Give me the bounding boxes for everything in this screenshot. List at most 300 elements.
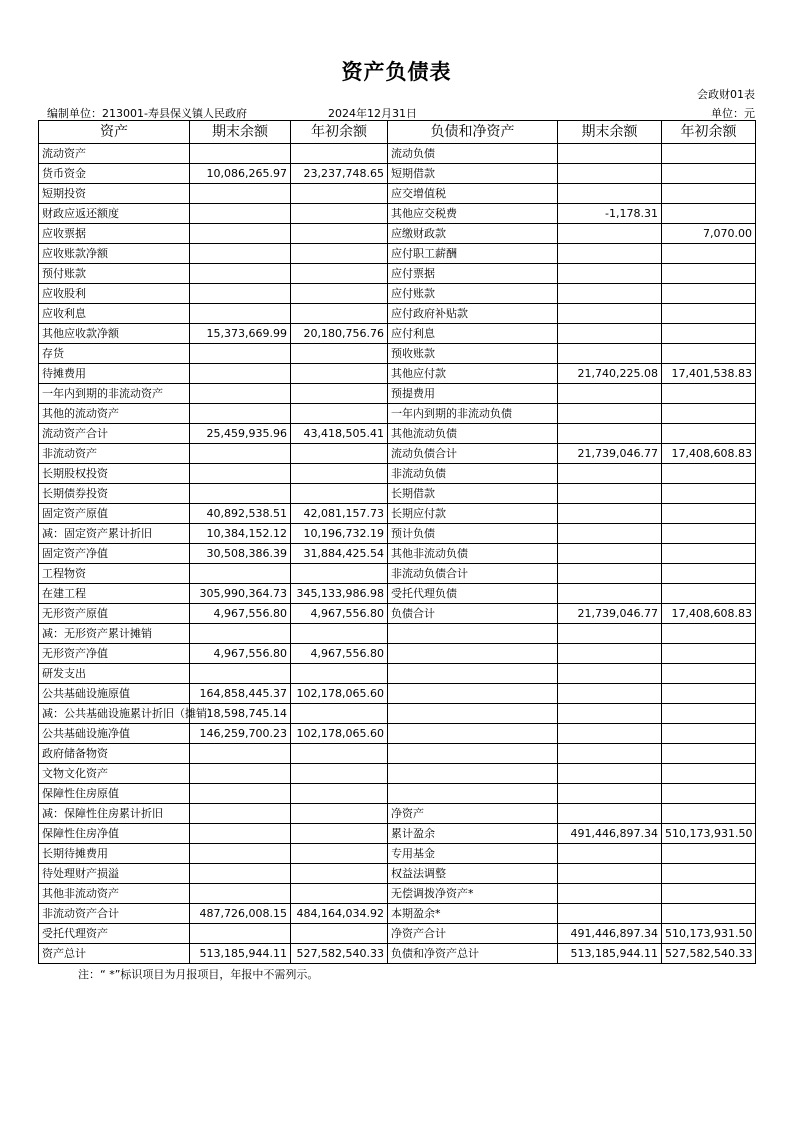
asset-ending-balance: 40,892,538.51: [190, 504, 291, 524]
table-row: [39, 604, 756, 624]
liability-beginning-balance: [662, 764, 756, 784]
table-row: [39, 924, 756, 944]
asset-beginning-balance: 23,237,748.65: [291, 164, 388, 184]
liability-ending-balance: 513,185,944.11: [558, 944, 662, 964]
liability-ending-balance: [558, 524, 662, 544]
asset-beginning-balance: 102,178,065.60: [291, 724, 388, 744]
header-assets-beginning: 年初余额: [291, 121, 388, 144]
liability-ending-balance: [558, 164, 662, 184]
liability-ending-balance: [558, 784, 662, 804]
asset-beginning-balance: [291, 864, 388, 884]
asset-ending-balance: [190, 924, 291, 944]
liability-ending-balance: [558, 664, 662, 684]
liability-label: [388, 724, 558, 744]
asset-ending-balance: [190, 444, 291, 464]
asset-beginning-balance: 345,133,986.98: [291, 584, 388, 604]
liability-beginning-balance: [662, 684, 756, 704]
asset-label: 政府储备物资: [39, 744, 190, 764]
asset-ending-balance: [190, 824, 291, 844]
liability-ending-balance: [558, 564, 662, 584]
asset-ending-balance: [190, 184, 291, 204]
liability-beginning-balance: [662, 564, 756, 584]
liability-ending-balance: [558, 724, 662, 744]
liability-beginning-balance: [662, 584, 756, 604]
asset-beginning-balance: [291, 444, 388, 464]
liability-ending-balance: [558, 504, 662, 524]
footnote: 注：“ *”标识项目为月报项目，年报中不需列示。: [78, 968, 319, 981]
asset-beginning-balance: [291, 784, 388, 804]
liability-label: [388, 704, 558, 724]
asset-label: 其他应收款净额: [39, 324, 190, 344]
liability-label: [388, 744, 558, 764]
liability-label: 应付账款: [388, 284, 558, 304]
liability-label: 长期借款: [388, 484, 558, 504]
table-row: [39, 244, 756, 264]
table-row: [39, 224, 756, 244]
liability-beginning-balance: 510,173,931.50: [662, 824, 756, 844]
liability-ending-balance: [558, 484, 662, 504]
table-row: [39, 904, 756, 924]
asset-ending-balance: 15,373,669.99: [190, 324, 291, 344]
asset-ending-balance: 30,508,386.39: [190, 544, 291, 564]
liability-ending-balance: [558, 304, 662, 324]
liability-beginning-balance: 527,582,540.33: [662, 944, 756, 964]
liability-beginning-balance: [662, 144, 756, 164]
table-row: [39, 424, 756, 444]
asset-label: 固定资产净值: [39, 544, 190, 564]
liability-label: [388, 684, 558, 704]
liability-beginning-balance: [662, 484, 756, 504]
liability-ending-balance: [558, 184, 662, 204]
asset-label: 受托代理资产: [39, 924, 190, 944]
asset-ending-balance: 10,086,265.97: [190, 164, 291, 184]
asset-ending-balance: [190, 224, 291, 244]
table-row: [39, 884, 756, 904]
table-row: [39, 364, 756, 384]
asset-beginning-balance: 527,582,540.33: [291, 944, 388, 964]
liability-label: 预提费用: [388, 384, 558, 404]
asset-beginning-balance: [291, 704, 388, 724]
asset-beginning-balance: 4,967,556.80: [291, 604, 388, 624]
asset-beginning-balance: [291, 224, 388, 244]
liability-ending-balance: [558, 904, 662, 924]
asset-beginning-balance: 43,418,505.41: [291, 424, 388, 444]
liability-ending-balance: [558, 544, 662, 564]
liability-label: 一年内到期的非流动负债: [388, 404, 558, 424]
liability-ending-balance: [558, 384, 662, 404]
asset-ending-balance: [190, 864, 291, 884]
liability-label: 净资产: [388, 804, 558, 824]
liability-beginning-balance: [662, 164, 756, 184]
table-row: [39, 584, 756, 604]
liability-beginning-balance: 7,070.00: [662, 224, 756, 244]
asset-label: 货币资金: [39, 164, 190, 184]
liability-label: 预计负债: [388, 524, 558, 544]
table-row: [39, 264, 756, 284]
header-assets: 资产: [39, 121, 190, 144]
asset-label: 流动资产: [39, 144, 190, 164]
liability-beginning-balance: [662, 464, 756, 484]
asset-beginning-balance: [291, 464, 388, 484]
table-row: [39, 664, 756, 684]
liability-beginning-balance: 17,408,608.83: [662, 444, 756, 464]
asset-label: 保障性住房净值: [39, 824, 190, 844]
liability-label: 非流动负债合计: [388, 564, 558, 584]
asset-label: 应收票据: [39, 224, 190, 244]
liability-label: 负债和净资产总计: [388, 944, 558, 964]
asset-ending-balance: [190, 664, 291, 684]
asset-label: 减：无形资产累计摊销: [39, 624, 190, 644]
asset-label: 应收股利: [39, 284, 190, 304]
liability-ending-balance: [558, 864, 662, 884]
asset-beginning-balance: [291, 364, 388, 384]
liability-ending-balance: [558, 624, 662, 644]
liability-ending-balance: [558, 464, 662, 484]
table-row: [39, 324, 756, 344]
asset-ending-balance: [190, 344, 291, 364]
asset-ending-balance: 18,598,745.14: [190, 704, 291, 724]
asset-label: 非流动资产: [39, 444, 190, 464]
liability-ending-balance: [558, 284, 662, 304]
asset-beginning-balance: 4,967,556.80: [291, 644, 388, 664]
liability-beginning-balance: [662, 264, 756, 284]
liability-label: 流动负债合计: [388, 444, 558, 464]
asset-ending-balance: [190, 364, 291, 384]
asset-label: 无形资产净值: [39, 644, 190, 664]
report-meta: [47, 105, 755, 119]
asset-ending-balance: 146,259,700.23: [190, 724, 291, 744]
asset-ending-balance: [190, 484, 291, 504]
liability-label: 净资产合计: [388, 924, 558, 944]
table-row: [39, 544, 756, 564]
liability-beginning-balance: 17,408,608.83: [662, 604, 756, 624]
asset-ending-balance: [190, 464, 291, 484]
liability-ending-balance: [558, 424, 662, 444]
liability-ending-balance: [558, 344, 662, 364]
asset-beginning-balance: [291, 244, 388, 264]
asset-beginning-balance: 20,180,756.76: [291, 324, 388, 344]
asset-beginning-balance: 10,196,732.19: [291, 524, 388, 544]
asset-label: 减：保障性住房累计折旧: [39, 804, 190, 824]
asset-ending-balance: [190, 244, 291, 264]
liability-ending-balance: [558, 884, 662, 904]
liability-beginning-balance: [662, 744, 756, 764]
liability-beginning-balance: [662, 404, 756, 424]
asset-ending-balance: [190, 564, 291, 584]
asset-label: 固定资产原值: [39, 504, 190, 524]
liability-beginning-balance: [662, 644, 756, 664]
liability-beginning-balance: [662, 284, 756, 304]
liability-beginning-balance: [662, 384, 756, 404]
asset-label: 公共基础设施原值: [39, 684, 190, 704]
liability-ending-balance: [558, 264, 662, 284]
asset-label: 长期债券投资: [39, 484, 190, 504]
liability-label: [388, 664, 558, 684]
page-title: 资产负债表: [341, 60, 452, 84]
table-row: [39, 644, 756, 664]
table-row: [39, 784, 756, 804]
asset-ending-balance: 164,858,445.37: [190, 684, 291, 704]
liability-beginning-balance: [662, 884, 756, 904]
liability-beginning-balance: [662, 704, 756, 724]
asset-ending-balance: [190, 844, 291, 864]
table-row: [39, 824, 756, 844]
liability-label: 负债合计: [388, 604, 558, 624]
liability-ending-balance: [558, 764, 662, 784]
liability-label: 预收账款: [388, 344, 558, 364]
asset-ending-balance: 513,185,944.11: [190, 944, 291, 964]
asset-label: 无形资产原值: [39, 604, 190, 624]
liability-ending-balance: [558, 844, 662, 864]
table-row: [39, 844, 756, 864]
liability-label: 本期盈余*: [388, 904, 558, 924]
reporting-entity: 编制单位：213001-寿县保义镇人民政府: [47, 107, 247, 120]
asset-beginning-balance: [291, 624, 388, 644]
asset-label: 长期待摊费用: [39, 844, 190, 864]
liability-beginning-balance: [662, 524, 756, 544]
asset-ending-balance: 4,967,556.80: [190, 604, 291, 624]
liability-ending-balance: [558, 244, 662, 264]
asset-label: 流动资产合计: [39, 424, 190, 444]
asset-label: 公共基础设施净值: [39, 724, 190, 744]
liability-ending-balance: 491,446,897.34: [558, 824, 662, 844]
liability-ending-balance: -1,178.31: [558, 204, 662, 224]
table-row: [39, 284, 756, 304]
table-row: [39, 484, 756, 504]
asset-ending-balance: [190, 144, 291, 164]
liability-label: 流动负债: [388, 144, 558, 164]
asset-ending-balance: [190, 884, 291, 904]
liability-beginning-balance: [662, 544, 756, 564]
asset-ending-balance: [190, 784, 291, 804]
asset-beginning-balance: [291, 824, 388, 844]
asset-ending-balance: [190, 764, 291, 784]
table-header-row: [39, 121, 756, 144]
asset-beginning-balance: [291, 804, 388, 824]
liability-beginning-balance: [662, 804, 756, 824]
table-row: [39, 744, 756, 764]
liability-ending-balance: [558, 684, 662, 704]
asset-beginning-balance: [291, 384, 388, 404]
asset-beginning-balance: [291, 564, 388, 584]
asset-label: 资产总计: [39, 944, 190, 964]
table-row: [39, 304, 756, 324]
liability-ending-balance: 21,740,225.08: [558, 364, 662, 384]
liability-beginning-balance: [662, 724, 756, 744]
form-code: 会政财01表: [697, 88, 755, 101]
liability-label: [388, 624, 558, 644]
asset-beginning-balance: 102,178,065.60: [291, 684, 388, 704]
liability-ending-balance: [558, 804, 662, 824]
liability-label: 其他应交税费: [388, 204, 558, 224]
table-row: [39, 804, 756, 824]
asset-label: 非流动资产合计: [39, 904, 190, 924]
liability-label: 应缴财政款: [388, 224, 558, 244]
asset-label: 减：公共基础设施累计折旧（摊销）: [39, 704, 190, 724]
asset-ending-balance: [190, 624, 291, 644]
liability-label: [388, 764, 558, 784]
asset-label: 一年内到期的非流动资产: [39, 384, 190, 404]
table-row: [39, 864, 756, 884]
liability-beginning-balance: [662, 304, 756, 324]
liability-beginning-balance: [662, 424, 756, 444]
asset-label: 短期投资: [39, 184, 190, 204]
asset-ending-balance: [190, 284, 291, 304]
currency-unit: 单位：元: [711, 107, 755, 120]
liability-beginning-balance: [662, 344, 756, 364]
liability-ending-balance: 491,446,897.34: [558, 924, 662, 944]
asset-label: 在建工程: [39, 584, 190, 604]
report-date: 2024年12月31日: [328, 107, 417, 120]
asset-label: 财政应返还额度: [39, 204, 190, 224]
asset-ending-balance: [190, 264, 291, 284]
table-row: [39, 464, 756, 484]
liability-beginning-balance: 510,173,931.50: [662, 924, 756, 944]
liability-beginning-balance: [662, 244, 756, 264]
liability-label: [388, 784, 558, 804]
liability-beginning-balance: [662, 624, 756, 644]
liability-label: [388, 644, 558, 664]
asset-ending-balance: [190, 384, 291, 404]
table-row: [39, 764, 756, 784]
liability-label: 应交增值税: [388, 184, 558, 204]
asset-beginning-balance: [291, 764, 388, 784]
liability-ending-balance: [558, 224, 662, 244]
asset-ending-balance: [190, 204, 291, 224]
asset-ending-balance: [190, 404, 291, 424]
table-row: [39, 684, 756, 704]
asset-ending-balance: 487,726,008.15: [190, 904, 291, 924]
asset-beginning-balance: [291, 884, 388, 904]
liability-beginning-balance: [662, 504, 756, 524]
asset-beginning-balance: [291, 664, 388, 684]
asset-beginning-balance: 31,884,425.54: [291, 544, 388, 564]
header-assets-ending: 期末余额: [190, 121, 291, 144]
asset-label: 减：固定资产累计折旧: [39, 524, 190, 544]
liability-label: 其他非流动负债: [388, 544, 558, 564]
liability-beginning-balance: [662, 184, 756, 204]
liability-ending-balance: [558, 704, 662, 724]
table-row: [39, 724, 756, 744]
liability-label: 应付政府补贴款: [388, 304, 558, 324]
asset-label: 待处理财产损溢: [39, 864, 190, 884]
liability-ending-balance: 21,739,046.77: [558, 604, 662, 624]
table-body: [39, 144, 756, 964]
liability-label: 其他流动负债: [388, 424, 558, 444]
asset-beginning-balance: [291, 304, 388, 324]
table-row: [39, 344, 756, 364]
liability-ending-balance: [558, 744, 662, 764]
asset-ending-balance: 305,990,364.73: [190, 584, 291, 604]
table-row: [39, 204, 756, 224]
liability-beginning-balance: [662, 864, 756, 884]
asset-label: 工程物资: [39, 564, 190, 584]
liability-ending-balance: [558, 144, 662, 164]
table-row: [39, 524, 756, 544]
liability-label: 专用基金: [388, 844, 558, 864]
liability-beginning-balance: [662, 204, 756, 224]
table-row: [39, 944, 756, 964]
table-row: [39, 624, 756, 644]
header-liabilities-ending: 期末余额: [558, 121, 662, 144]
liability-label: 非流动负债: [388, 464, 558, 484]
asset-beginning-balance: [291, 404, 388, 424]
liability-beginning-balance: [662, 844, 756, 864]
asset-beginning-balance: [291, 264, 388, 284]
liability-beginning-balance: [662, 664, 756, 684]
header-liabilities-beginning: 年初余额: [662, 121, 756, 144]
table-row: [39, 564, 756, 584]
asset-beginning-balance: 484,164,034.92: [291, 904, 388, 924]
liability-label: 累计盈余: [388, 824, 558, 844]
liability-label: 无偿调拨净资产*: [388, 884, 558, 904]
table-row: [39, 444, 756, 464]
asset-beginning-balance: [291, 184, 388, 204]
liability-label: 长期应付款: [388, 504, 558, 524]
table-row: [39, 164, 756, 184]
asset-beginning-balance: [291, 844, 388, 864]
liability-beginning-balance: 17,401,538.83: [662, 364, 756, 384]
asset-label: 保障性住房原值: [39, 784, 190, 804]
liability-label: 其他应付款: [388, 364, 558, 384]
liability-label: 应付利息: [388, 324, 558, 344]
liability-ending-balance: [558, 324, 662, 344]
table-row: [39, 184, 756, 204]
liability-ending-balance: [558, 404, 662, 424]
asset-beginning-balance: [291, 204, 388, 224]
liability-label: 应付职工薪酬: [388, 244, 558, 264]
asset-label: 研发支出: [39, 664, 190, 684]
asset-label: 应收利息: [39, 304, 190, 324]
asset-label: 其他的流动资产: [39, 404, 190, 424]
asset-ending-balance: [190, 304, 291, 324]
liability-ending-balance: 21,739,046.77: [558, 444, 662, 464]
table-row: [39, 504, 756, 524]
liability-label: 应付票据: [388, 264, 558, 284]
liability-ending-balance: [558, 584, 662, 604]
liability-label: 短期借款: [388, 164, 558, 184]
asset-label: 存货: [39, 344, 190, 364]
header-liabilities: 负债和净资产: [388, 121, 558, 144]
asset-ending-balance: [190, 804, 291, 824]
asset-label: 预付账款: [39, 264, 190, 284]
liability-ending-balance: [558, 644, 662, 664]
asset-beginning-balance: [291, 284, 388, 304]
table-row: [39, 704, 756, 724]
asset-label: 待摊费用: [39, 364, 190, 384]
asset-ending-balance: 25,459,935.96: [190, 424, 291, 444]
liability-beginning-balance: [662, 904, 756, 924]
table-row: [39, 144, 756, 164]
asset-ending-balance: 10,384,152.12: [190, 524, 291, 544]
asset-ending-balance: [190, 744, 291, 764]
asset-beginning-balance: [291, 484, 388, 504]
liability-beginning-balance: [662, 784, 756, 804]
liability-beginning-balance: [662, 324, 756, 344]
table-row: [39, 404, 756, 424]
asset-beginning-balance: [291, 144, 388, 164]
liability-label: 权益法调整: [388, 864, 558, 884]
table-row: [39, 384, 756, 404]
asset-beginning-balance: [291, 744, 388, 764]
liability-label: 受托代理负债: [388, 584, 558, 604]
balance-sheet-table: [38, 120, 756, 964]
asset-label: 文物文化资产: [39, 764, 190, 784]
asset-beginning-balance: 42,081,157.73: [291, 504, 388, 524]
asset-label: 长期股权投资: [39, 464, 190, 484]
asset-label: 其他非流动资产: [39, 884, 190, 904]
asset-beginning-balance: [291, 344, 388, 364]
